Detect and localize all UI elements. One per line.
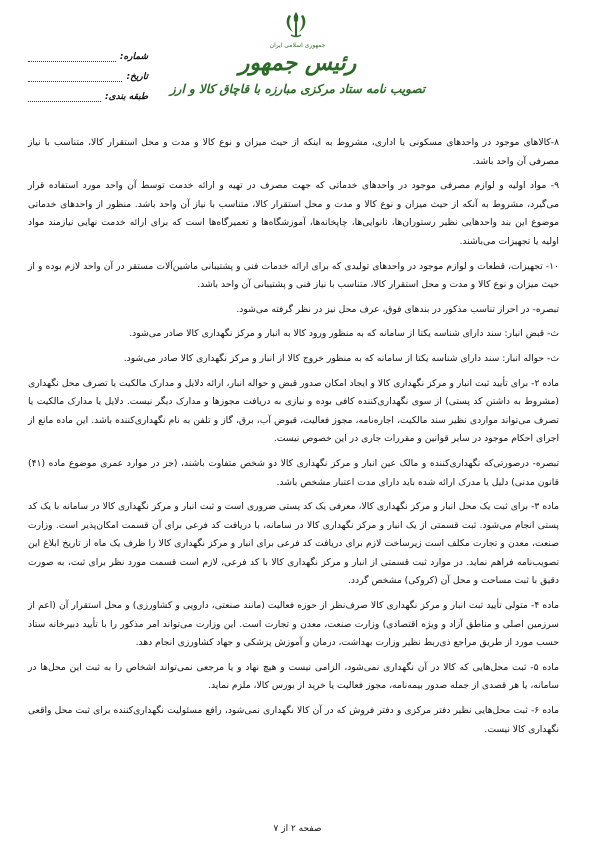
classification-field (28, 82, 148, 102)
number-field (28, 42, 148, 62)
paragraph-item-10: ۱۰- تجهیزات، قطعات و لوازم موجود در واحدهای تولیدی که برای ارائه خدمات فنی و پشتیبانی ماشین‌آلات مستقر در آن واحد لازم بوده و از حیث میزان و نوع کالا و مدت و محل استقرار کالا، متناسب با نیاز فنی و پشتیبانی آن واحد باشد. (28, 260, 559, 291)
president-subtitle: جمهوری اسلامی ایران (269, 42, 326, 49)
paragraph-note-custom: تبصره- در احراز تناسب مذکور در بندهای فوق، عرف محل نیز در نظر گرفته می‌شود. (236, 303, 559, 315)
paragraph-article-2: ماده ۲- برای تأیید ثبت انبار و مرکز نگهداری کالا و ایجاد امکان صدور قبض و حواله انبار، ارائه دلایل و مدارک مالکیت یا تصرف محل نگهداری (مشروط به داشتن کد پستی) از سوی نگهداری‌کننده کافی بوده و نیازی به دریافت مجوزها و مدارک دیگر نیست. دلایل یا مدارک مالکیت یا تصرف می‌تواند مواردی نظیر سند مالکیت، اجاره‌نامه، مجوز فعالیت، قبوض آب، برق، گاز و تلفن به نام نگهداری‌کننده باشد. این ماده مانع از اجرای احکام موجود در سایر قوانین و مقررات جاری در این خصوص نیست. (28, 377, 560, 445)
number-field-line (28, 51, 116, 62)
paragraph-article-3: ماده ۳- برای ثبت یک محل انبار و مرکز نگهداری کالا، معرفی یک کد پستی ضروری است و ثبت انبار و مرکز نگهداری کالا در سامانه با یک کد پستی انجام می‌شود. ثبت قسمتی از یک انبار و مرکز نگهداری کالا در سامانه، با دریافت کد فرعی برای آن قسمت امکان‌پذیر است. وزارت صنعت، معدن و تجارت مکلف است زیرساخت لازم برای دریافت کد فرعی برای انبار و مرکز نگهداری کالا را ظرف یک ماه از تاریخ ابلاغ این تصویب‌نامه فراهم نماید. در موارد ثبت قسمتی از انبار و مرکز نگهداری کالا با کد فرعی، لازم است قسمت مورد نظر برای ثبت، به صورت دقیق با ثبت مساحت و محل آن (کروکی) مشخص گردد. (28, 501, 559, 587)
page-number: صفحه ۲ از ۷ (273, 824, 322, 834)
approval-title: تصویب نامه ستاد مرکزی مبارزه با قاچاق کالا و ارز (169, 82, 426, 96)
paragraph-item-8: ۸-کالاهای موجود در واحدهای مسکونی یا اداری، مشروط به اینکه از حیث میزان و نوع کالا و مدت و محل استقرار کالا، متناسب با نیاز مصرفی آن واحد باشد. (28, 137, 559, 167)
president-title: رئیس جمهور (238, 50, 357, 76)
date-field-line (28, 71, 122, 82)
paragraph-note-article-2: تبصره- درصورتی‌که نگهداری‌کننده و مالک عین انبار و مرکز نگهداری کالا دو شخص متفاوت باشند، (جز در موارد عمری موضوع ماده (۴۱) قانون مدنی) دلیل یا مدرک ارائه شده باید دارای مدت اعتبار مشخص باشد. (28, 457, 559, 488)
iran-emblem-icon (281, 10, 311, 40)
header-fields (28, 42, 148, 102)
date-field (28, 62, 148, 82)
paragraph-warehouse-receipt: ث- قبض انبار: سند دارای شناسه یکتا از سامانه که به منظور ورود کالا به انبار و مرکز نگهداری کالا صادر می‌شود. (129, 328, 559, 340)
paragraph-article-5: ماده ۵- ثبت محل‌هایی که کالا در آن نگهداری نمی‌شود، الزامی نیست و هیچ نهاد و یا مرجعی نمی‌تواند اشخاص را به ثبت این محل‌ها در سامانه، یا هر قصدی از جمله صدور بیمه‌نامه، مجوز فعالیت یا خرید از بورس کالا، ملزم نماید. (28, 661, 559, 692)
paragraph-article-6: ماده ۶- ثبت محل‌هایی نظیر دفتر مرکزی و دفتر فروش که در آن کالا نگهداری نمی‌شود، رافع مسئولیت نگهداری‌کننده برای ثبت محل واقعی نگهداری کالا نیست. (28, 705, 559, 735)
paragraph-warehouse-remittance: ث- حواله انبار: سند دارای شناسه یکتا از سامانه که به منظور خروج کالا از انبار و مرکز نگهداری کالا صادر می‌شود. (123, 352, 559, 364)
document-body (28, 134, 559, 745)
paragraph-article-4: ماده ۴- متولی تأیید ثبت انبار و مرکز نگهداری کالا صرف‌نظر از حوزه فعالیت (مانند صنعتی، دارویی و کشاورزی) و محل استقرار آن (اعم از سرزمین اصلی و مناطق آزاد و ویژه اقتصادی) وزارت صنعت، معدن و تجارت است. این وزارت می‌تواند امر مذکور را با تأیید دبیرخانه ستاد حسب مورد از طریق مراجع ذی‌ربط نظیر وزارت بهداشت، درمان و آموزش پزشکی و جهاد کشاورزی انجام دهد. (28, 600, 560, 649)
classification-field-line (28, 91, 101, 102)
classification-field-label: طبقه بندی: (105, 92, 148, 102)
date-field-label: تاریخ: (126, 72, 148, 82)
paragraph-item-9: ۹- مواد اولیه و لوازم مصرفی موجود در واحدهای خدماتی که جهت مصرف در تهیه و ارائه خدمت توسط آن واحد مورد استفاده قرار می‌گیرد، مشروط به آنکه از حیث میزان و نوع کالا و مدت و محل استقرار کالا، متناسب با نیاز آن واحد باشد. منظور از واحدهای خدماتی موضوع این بند واحدهایی نظیر رستوران‌ها، نانوایی‌ها، چاپخانه‌ها، آموزشگاه‌ها و تعمیرگاه‌ها است که برای ارائه خدمت نهایی نیازمند مواد اولیه یا تجهیزات می‌باشند. (28, 180, 559, 247)
number-field-label: شماره: (119, 52, 148, 62)
